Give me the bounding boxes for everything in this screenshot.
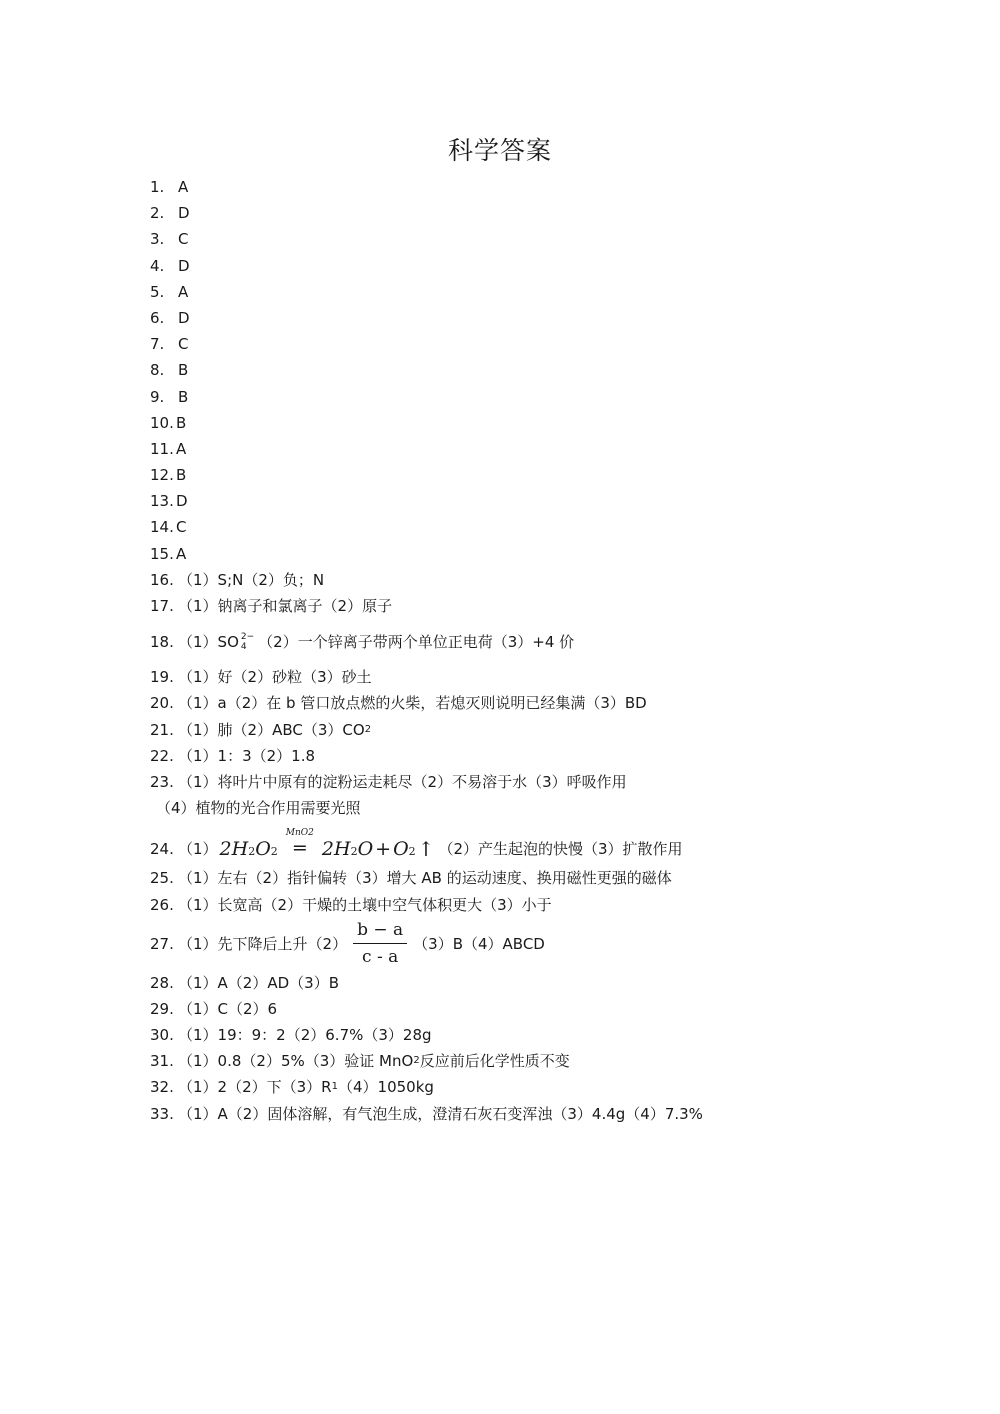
- question-number: 26.: [150, 895, 174, 914]
- question-number: 22.: [150, 746, 174, 765]
- answer-text-line2: （4）植物的光合作用需要光照: [156, 799, 361, 818]
- answer-text-before: （1）SO: [178, 632, 239, 651]
- equals-with-catalyst: [285, 828, 314, 862]
- question-number: 19.: [150, 668, 174, 687]
- answer-21: [150, 717, 910, 743]
- answer-text-before: （1）先下降后上升（2）: [178, 934, 348, 953]
- question-number: 11.: [150, 439, 174, 458]
- answer-text: D: [178, 256, 190, 275]
- answer-16: [150, 567, 910, 593]
- answer-11: [150, 436, 910, 462]
- answer-text: D: [178, 204, 190, 223]
- element-o: O: [393, 838, 409, 861]
- answer-text: （1）左右（2）指针偏转（3）增大 AB 的运动速度、换用磁性更强的磁体: [178, 869, 672, 888]
- question-number: 27.: [150, 934, 174, 953]
- answer-text: （1）C（2）6: [178, 999, 278, 1018]
- answer-text: （1）a（2）在 b 管口放点燃的火柴，若熄灭则说明已经集满（3）BD: [178, 694, 647, 713]
- answer-10: [150, 410, 910, 436]
- answer-text: D: [176, 492, 188, 511]
- answer-text: （1）长宽高（2）干燥的土壤中空气体积更大（3）小于: [178, 895, 552, 914]
- question-number: 9.: [150, 387, 165, 406]
- answer-19: [150, 664, 910, 690]
- answer-27: [150, 920, 910, 968]
- answer-4: [150, 253, 910, 279]
- answer-3: [150, 226, 910, 252]
- answer-text-line1: （1）将叶片中原有的淀粉运走耗尽（2）不易溶于水（3）呼吸作用: [178, 772, 627, 791]
- answer-text: （1）好（2）砂粒（3）砂土: [178, 668, 372, 687]
- question-number: 15.: [150, 544, 174, 563]
- answer-30: [150, 1022, 910, 1048]
- answer-text: D: [178, 308, 190, 327]
- subscript: 2: [350, 845, 358, 859]
- multiple-choice-answers: [150, 174, 910, 567]
- question-number: 5.: [150, 282, 165, 301]
- answer-text: B: [178, 361, 189, 380]
- answer-text: （1）A（2）固体溶解，有气泡生成，澄清石灰石变浑浊（3）4.4g（4）7.3%: [178, 1104, 703, 1123]
- catalyst-label: MnO2: [285, 828, 314, 839]
- answer-23-continued: [150, 795, 910, 821]
- answer-text: C: [178, 335, 189, 354]
- page-title: 科学答案: [447, 136, 552, 165]
- answer-text-before: （1）: [178, 840, 218, 859]
- gas-arrow-icon: ↑: [417, 837, 435, 862]
- answer-text: A: [178, 178, 189, 196]
- answer-text-after: （4）1050kg: [337, 1078, 434, 1097]
- question-number: 12.: [150, 466, 174, 485]
- answer-6: [150, 305, 910, 331]
- coefficient: 2: [219, 838, 232, 861]
- question-number: 29.: [150, 999, 174, 1018]
- answer-9: [150, 384, 910, 410]
- answer-23: [150, 769, 910, 795]
- question-number: 7.: [150, 335, 165, 354]
- question-number: 31.: [150, 1052, 174, 1071]
- ion-subscript: 4: [240, 641, 247, 652]
- question-number: 16.: [150, 570, 174, 589]
- answer-text: A: [176, 439, 187, 458]
- answer-text: （1）19：9：2（2）6.7%（3）28g: [178, 1026, 432, 1045]
- question-number: 14.: [150, 518, 174, 537]
- answer-15: [150, 541, 910, 567]
- fraction-numerator: b − a: [353, 920, 407, 944]
- question-number: 30.: [150, 1026, 174, 1045]
- answer-33: [150, 1101, 910, 1127]
- answer-list: [150, 174, 910, 1127]
- coefficient: 2: [321, 838, 335, 861]
- question-number: 3.: [150, 230, 165, 249]
- answer-text: A: [176, 544, 187, 563]
- answer-text: A: [178, 282, 189, 301]
- question-number: 10.: [150, 413, 174, 432]
- answer-8: [150, 357, 910, 383]
- answer-24: [150, 829, 910, 869]
- answer-text: （1）1：3（2）1.8: [178, 746, 316, 765]
- answer-31: [150, 1048, 910, 1074]
- answer-1: [150, 174, 910, 200]
- element-o: O: [255, 838, 271, 861]
- answer-text-after: 反应前后化学性质不变: [419, 1052, 570, 1071]
- answer-13: [150, 488, 910, 514]
- subscript: 2: [408, 845, 416, 859]
- ion-charge: 2−: [240, 631, 255, 642]
- question-number: 4.: [150, 256, 165, 275]
- subscript: 2: [413, 1055, 420, 1067]
- question-number: 8.: [150, 361, 165, 380]
- fraction: [353, 920, 407, 967]
- question-number: 6.: [150, 308, 165, 327]
- plus-sign: +: [375, 838, 392, 861]
- question-number: 2.: [150, 204, 165, 223]
- answer-5: [150, 279, 910, 305]
- question-number: 24.: [150, 840, 174, 859]
- answer-26: [150, 892, 910, 918]
- answer-text-before: （1）0.8（2）5%（3）验证 MnO: [178, 1052, 414, 1071]
- answer-text-after: （3）B（4）ABCD: [413, 934, 545, 953]
- question-number: 32.: [150, 1078, 174, 1097]
- question-number: 1.: [150, 178, 165, 196]
- subscript: 2: [248, 845, 256, 859]
- question-number: 13.: [150, 492, 174, 511]
- answer-14: [150, 514, 910, 540]
- subscript: 1: [331, 1081, 338, 1093]
- question-number: 20.: [150, 694, 174, 713]
- answer-12: [150, 462, 910, 488]
- answer-text: B: [178, 387, 189, 406]
- question-number: 33.: [150, 1104, 174, 1123]
- answer-text: （1）A（2）AD（3）B: [178, 973, 339, 992]
- answer-28: [150, 970, 910, 996]
- question-number: 23.: [150, 772, 174, 791]
- answer-20: [150, 690, 910, 716]
- question-number: 28.: [150, 973, 174, 992]
- answer-text: （1）S;N（2）负；N: [178, 570, 325, 589]
- answer-text-after: （2）一个锌离子带两个单位正电荷（3）+4 价: [258, 632, 575, 651]
- equals-sign: =: [291, 837, 308, 860]
- answer-text: C: [178, 230, 189, 249]
- answer-text: B: [176, 466, 187, 485]
- answer-2: [150, 200, 910, 226]
- answer-29: [150, 996, 910, 1022]
- fraction-denominator: c - a: [362, 947, 399, 968]
- answer-text-before: （1）2（2）下（3）R: [178, 1078, 332, 1097]
- answer-7: [150, 331, 910, 357]
- subscript: 2: [364, 723, 372, 735]
- subscript: 2: [270, 845, 278, 859]
- chemical-equation: [219, 828, 437, 862]
- answer-text: （1）钠离子和氯离子（2）原子: [178, 597, 393, 615]
- element-h: H: [231, 838, 249, 861]
- answer-32: [150, 1074, 910, 1100]
- question-number: 18.: [150, 632, 174, 651]
- question-number: 17.: [150, 597, 174, 615]
- sulfate-ion-notation: [241, 632, 254, 652]
- answer-text: B: [176, 413, 187, 432]
- question-number: 25.: [150, 869, 174, 888]
- answer-22: [150, 743, 910, 769]
- answer-text-after: （2）产生起泡的快慢（3）扩散作用: [438, 840, 683, 859]
- answer-text: （1）肺（2）ABC（3）CO: [178, 720, 365, 739]
- question-number: 21.: [150, 720, 174, 739]
- element-h: H: [334, 838, 351, 861]
- answer-text: C: [176, 518, 187, 537]
- answer-18: [150, 615, 910, 668]
- element-o: O: [357, 838, 374, 861]
- answer-25: [150, 865, 910, 891]
